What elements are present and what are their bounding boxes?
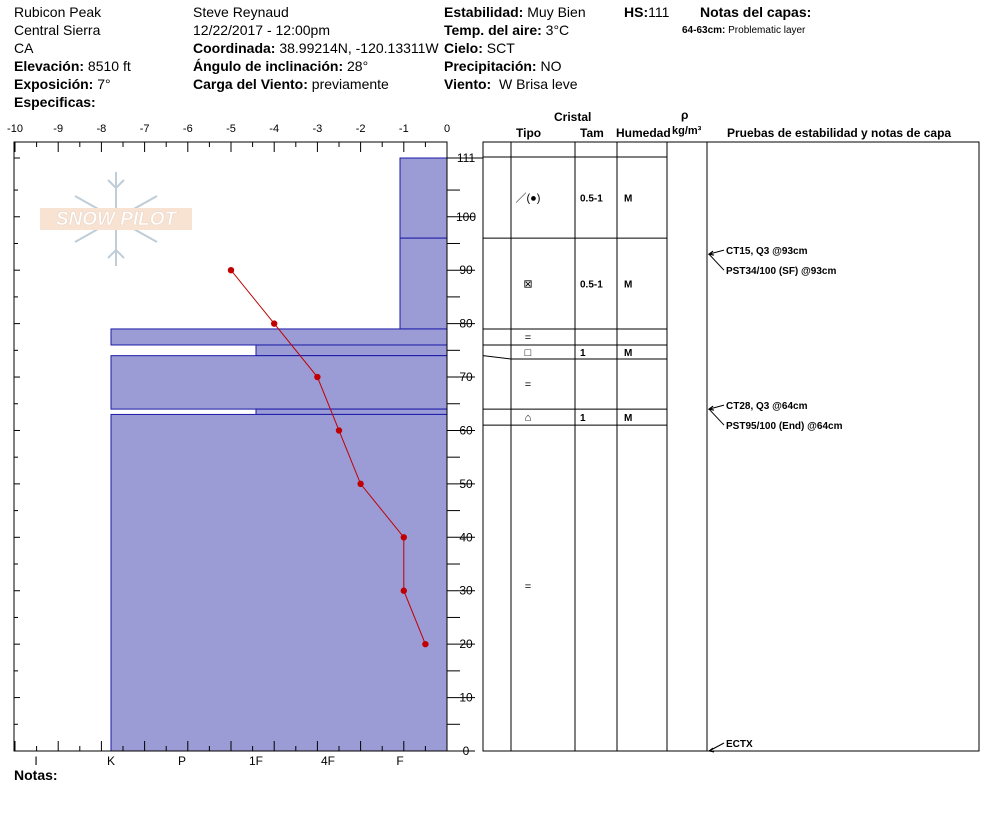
hardness-layer (400, 158, 447, 238)
temperature-point (401, 534, 407, 540)
temp-tick-label: 0 (443, 123, 451, 135)
crystal-type: ／(●) (515, 192, 541, 205)
moisture: M (624, 193, 633, 205)
temp-tick-label: -10 (7, 123, 23, 135)
height-tick-label: 70 (459, 370, 473, 385)
layer-note: 64-63cm: Problematic layer (682, 25, 806, 36)
test-pointer (709, 409, 724, 425)
hardness-label: P (177, 754, 187, 768)
hardness-layer (256, 345, 447, 356)
stability: Estabilidad: Muy Bien (444, 4, 586, 20)
height-tick-label: 30 (459, 583, 473, 598)
temp-tick-label: -6 (182, 123, 193, 135)
stability-test: PST95/100 (End) @64cm (726, 421, 843, 433)
snowpilot-logo (40, 172, 192, 266)
notes-label: Notas: (14, 767, 58, 783)
hardness-label: 1F (248, 754, 264, 768)
grain-size: 1 (580, 413, 586, 425)
test-pointer (709, 254, 724, 270)
hardness-layer (111, 356, 447, 409)
crystal-type: ⌂ (524, 412, 532, 425)
stability-test: PST34/100 (SF) @93cm (726, 266, 837, 278)
size-header: Tam (580, 126, 604, 140)
sky: Cielo: SCT (444, 40, 515, 56)
hardness-layer (256, 409, 447, 414)
temperature-point (314, 374, 320, 380)
height-tick-label: 40 (459, 530, 473, 545)
height-tick-label: 50 (459, 476, 473, 491)
temperature-point (357, 481, 363, 487)
density-symbol: ρ (681, 108, 689, 122)
crystal-header: Cristal (554, 110, 592, 124)
tests-header: Pruebas de estabilidad y notas de capa (727, 126, 952, 140)
height-tick-label: 60 (459, 423, 473, 438)
temp-tick-label: -3 (312, 123, 323, 135)
height-tick-label: 80 (459, 316, 473, 331)
temp-tick-label: -8 (96, 123, 107, 135)
elevation: Elevación: 8510 ft (14, 58, 131, 74)
temperature-point (401, 588, 407, 594)
density-unit: kg/m³ (672, 125, 702, 137)
observer: Steve Reynaud (193, 4, 289, 20)
hardness-layer (111, 414, 447, 751)
grain-size: 0.5-1 (580, 193, 603, 205)
stability-test: CT15, Q3 @93cm (726, 246, 808, 258)
temp-tick-label: -2 (355, 123, 366, 135)
height-tick-label: 20 (459, 637, 473, 652)
temperature-point (422, 641, 428, 647)
wind-load: Carga del Viento: previamente (193, 76, 389, 92)
crystal-type: □ (524, 346, 532, 359)
stability-test: ECTX (726, 739, 753, 750)
height-tick-label: 90 (459, 263, 473, 278)
grain-size: 0.5-1 (580, 279, 603, 291)
hardness-label: 4F (320, 754, 336, 768)
temp-tick-label: -4 (269, 123, 280, 135)
moisture-header: Humedad (616, 126, 671, 140)
layer-table-frame (483, 142, 979, 751)
mountain-range: Central Sierra (14, 22, 101, 38)
grain-size: 1 (580, 347, 586, 359)
hardness-layer (111, 329, 447, 345)
temperature-point (271, 320, 277, 326)
datetime: 12/22/2017 - 12:00pm (193, 22, 330, 38)
crystal-type: = (524, 379, 532, 392)
snow-height: HS:111 (624, 4, 670, 20)
location-name: Rubicon Peak (14, 4, 102, 20)
type-header: Tipo (516, 126, 542, 140)
temp-tick-label: -9 (53, 123, 64, 135)
temperature-point (336, 427, 342, 433)
hardness-label: I (34, 754, 38, 768)
slope-angle: Ángulo de inclinación: 28° (193, 58, 369, 74)
temp-tick-label: -1 (398, 123, 409, 135)
height-tick-label: 0 (462, 744, 470, 758)
temperature-point (228, 267, 234, 273)
aspect: Exposición: 7° (14, 76, 111, 92)
specifics-label: Especificas: (14, 94, 96, 110)
temp-tick-label: -7 (139, 123, 150, 135)
layer-connector (483, 356, 511, 359)
height-tick-label: 10 (459, 690, 473, 705)
moisture: M (624, 347, 633, 359)
hardness-layer (400, 238, 447, 329)
air-temperature: Temp. del aire: 3°C (444, 22, 570, 38)
coordinates: Coordinada: 38.99214N, -120.13311W (193, 40, 439, 56)
layer-notes-label: Notas del capas: (700, 4, 812, 20)
crystal-type: = (524, 581, 532, 593)
moisture: M (624, 279, 633, 291)
wind: Viento: W Brisa leve (444, 76, 578, 92)
crystal-type: = (524, 331, 532, 344)
crystal-type: ⊠ (523, 278, 533, 291)
hardness-label: K (106, 754, 116, 768)
svg-text:SNOW PILOT: SNOW PILOT (55, 209, 177, 230)
stability-test: CT28, Q3 @64cm (726, 401, 808, 413)
height-tick-label: 100 (455, 209, 477, 224)
precipitation: Precipitación: NO (444, 58, 562, 74)
hardness-label: F (396, 754, 404, 768)
moisture: M (624, 413, 633, 425)
temp-tick-label: -5 (226, 123, 236, 135)
height-tick-label: 111 (456, 151, 476, 165)
state: CA (14, 40, 34, 56)
